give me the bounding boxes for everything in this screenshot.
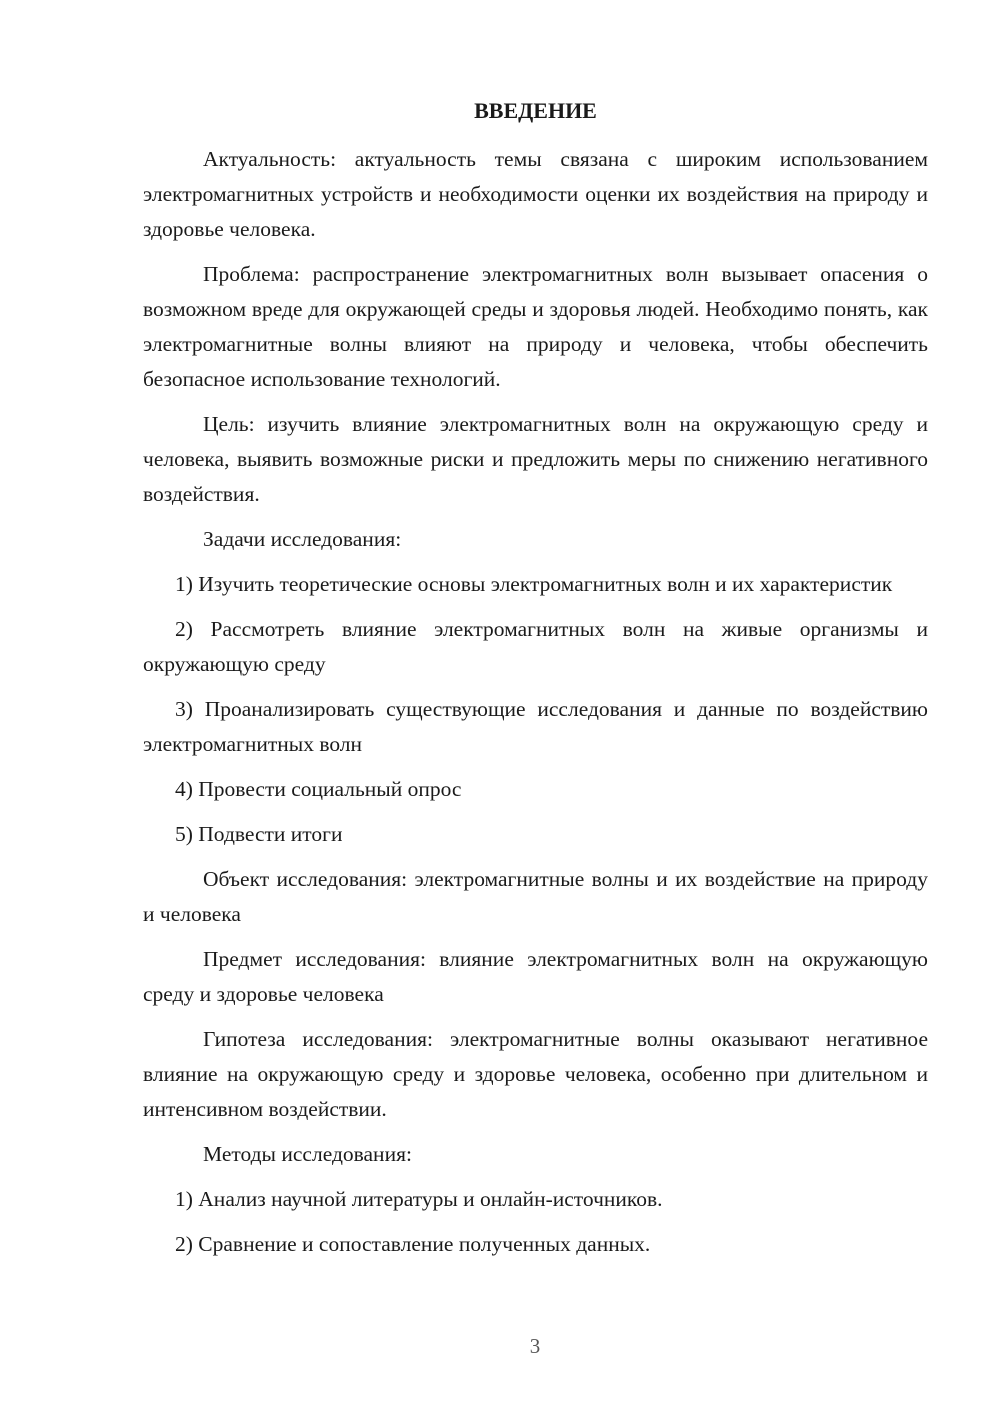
paragraph-problem: Проблема: распространение электромагнитных волн вызывает опасения о возможном вреде для окружающей среды и здоровья людей. Необходимо понять, как электромагнитные волны влияют на природу и человека, чтобы обеспечить безопасное использование технологий. — [143, 262, 928, 391]
paragraph-relevance: Актуальность: актуальность темы связана с широким использованием электромагнитных устройств и необходимости оценки их воздействия на природу и здоровье человека. — [143, 147, 928, 241]
section-title: ВВЕДЕНИЕ — [474, 98, 597, 123]
page-number: 3 — [529, 1334, 541, 1358]
list-item-method-2: 2) Сравнение и сопоставление полученных данных. — [175, 1232, 651, 1256]
list-item-task-2: 2) Рассмотреть влияние электромагнитных волн на живые организмы и окружающую среду — [143, 617, 928, 676]
list-item-task-1: 1) Изучить теоретические основы электромагнитных волн и их характеристик — [175, 572, 893, 596]
list-item-task-3: 3) Проанализировать существующие исследования и данные по воздействию электромагнитных волн — [143, 697, 928, 756]
paragraph-subject: Предмет исследования: влияние электромагнитных волн на окружающую среду и здоровье человека — [143, 947, 928, 1006]
list-item-method-1: 1) Анализ научной литературы и онлайн-источников. — [175, 1187, 663, 1211]
paragraph-object: Объект исследования: электромагнитные волны и их воздействие на природу и человека — [143, 867, 928, 926]
document-page — [143, 96, 928, 1272]
paragraph-goal: Цель: изучить влияние электромагнитных волн на окружающую среду и человека, выявить возможные риски и предложить меры по снижению негативного воздействия. — [143, 412, 928, 506]
paragraph-hypothesis: Гипотеза исследования: электромагнитные волны оказывают негативное влияние на окружающую среду и здоровье человека, особенно при длительном и интенсивном воздействии. — [143, 1027, 928, 1121]
list-item-task-5: 5) Подвести итоги — [175, 822, 343, 846]
paragraph-tasks-heading: Задачи исследования: — [203, 527, 402, 551]
list-item-task-4: 4) Провести социальный опрос — [175, 777, 462, 801]
paragraph-methods-heading: Методы исследования: — [203, 1142, 412, 1166]
